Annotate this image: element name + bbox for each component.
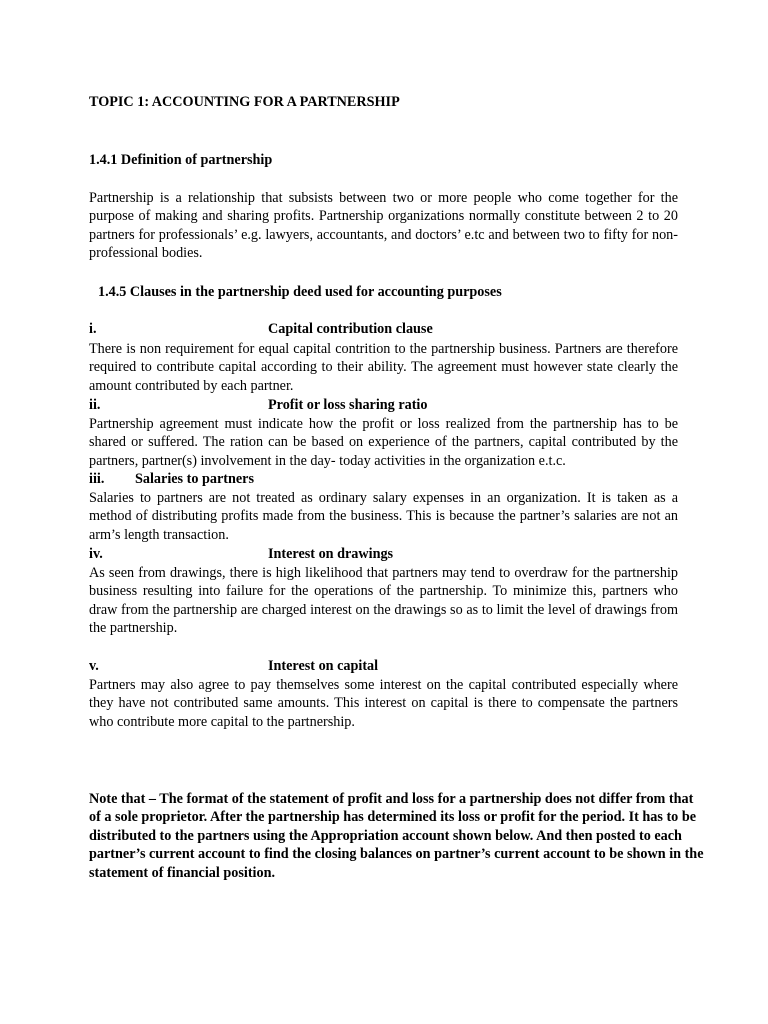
clause-heading: [89, 320, 678, 338]
clause-heading: [89, 396, 678, 414]
clause-title: Profit or loss sharing ratio: [268, 397, 428, 413]
clause-heading: [89, 657, 678, 675]
clause-number: v.: [89, 658, 99, 674]
clause-text: Salaries to partners are not treated as ordinary salary expenses in an organization. It is taken as a method of distributing profits made from the business. This is because the partner’s salaries are not an arm’s length transaction.: [89, 490, 678, 543]
note-line: of a sole proprietor. After the partnership has determined its loss or profit for the period. It has to be: [89, 809, 697, 826]
clause-text: There is non requirement for equal capital contrition to the partnership business. Partners are therefore required to contribute capital according to their ability. The agreement must however state clearly the amount contributed by each partner.: [89, 341, 678, 394]
clause-number: i.: [89, 321, 97, 337]
clause-title: Salaries to partners: [135, 471, 255, 487]
clause-number: ii.: [89, 397, 101, 413]
definition-paragraph: Partnership is a relationship that subsists between two or more people who come together for the purpose of making and sharing profits. Partnership organizations normally constitute between 2 to 20 partners for professionals’ e.g. lawyers, accountants, and doctors’ e.tc and between two to fifty for non- professional bodies.: [89, 190, 678, 262]
clause-number: iii.: [89, 471, 105, 487]
clause-title: Interest on capital: [268, 658, 379, 674]
note-line: partner’s current account to find the closing balances on partner’s current account to be shown in the: [89, 846, 704, 863]
section-heading-clauses: 1.4.5 Clauses in the partnership deed used for accounting purposes: [98, 284, 502, 300]
note-line: statement of financial position.: [89, 864, 276, 881]
note-line: distributed to the partners using the Appropriation account shown below. And then posted to each: [89, 827, 682, 844]
clause-title: Capital contribution clause: [268, 321, 433, 337]
section-heading-definition: 1.4.1 Definition of partnership: [89, 152, 273, 168]
topic-title: TOPIC 1: ACCOUNTING FOR A PARTNERSHIP: [89, 94, 400, 110]
note-line: Note that – The format of the statement of profit and loss for a partnership does not differ from that: [89, 791, 694, 807]
clause-heading: [89, 470, 678, 488]
clause-text: Partners may also agree to pay themselves some interest on the capital contributed especially where they have not contributed same amounts. This interest on capital is there to compensate the partners who contribute more capital to the partnership.: [89, 677, 678, 730]
clause-heading: [89, 545, 678, 563]
clause-number: iv.: [89, 546, 103, 562]
clause-text: Partnership agreement must indicate how the profit or loss realized from the partnership has to be shared or suffered. The ration can be based on experience of the partners, capital contributed by the partners, partner(s) involvement in the day- today activities in the organization e.t.c.: [89, 416, 678, 469]
note-block: [89, 790, 704, 882]
clause-text: As seen from drawings, there is high likelihood that partners may tend to overdraw for the partnership business resulting into failure for the operations of the partnership. To minimize this, partners who draw from the partnership are charged interest on the drawings so as to limit the level of drawings from the partnership.: [89, 565, 678, 637]
clause-title: Interest on drawings: [268, 546, 394, 562]
